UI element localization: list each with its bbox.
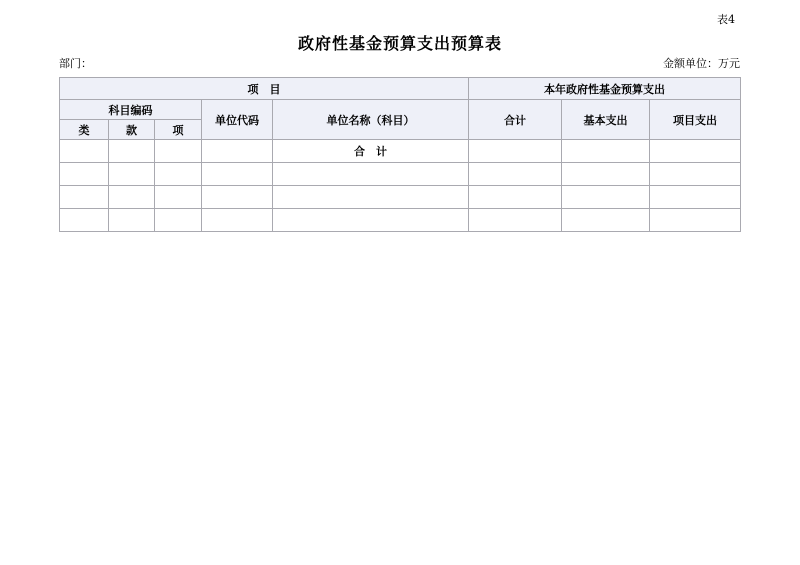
cell-unit-name — [273, 163, 469, 186]
cell-project-expenditure — [650, 186, 741, 209]
cell-total — [469, 186, 562, 209]
department-label: 部门： — [59, 57, 92, 70]
header-section: 款 — [109, 120, 155, 140]
cell-item — [155, 163, 202, 186]
table-row — [60, 209, 741, 232]
header-total: 合计 — [469, 100, 562, 140]
cell-total — [469, 140, 562, 163]
cell-item — [155, 186, 202, 209]
cell-section — [109, 209, 155, 232]
cell-unit-code — [202, 186, 273, 209]
cell-class — [60, 140, 109, 163]
cell-section — [109, 140, 155, 163]
cell-project-expenditure — [650, 140, 741, 163]
page-title: 政府性基金预算支出预算表 — [297, 34, 502, 53]
cell-basic-expenditure — [562, 209, 650, 232]
table-row — [60, 186, 741, 209]
header-subject-code-group: 科目编码 — [60, 100, 202, 120]
cell-project-expenditure — [650, 163, 741, 186]
table-row-total — [60, 140, 741, 163]
cell-unit-name-total: 合 计 — [273, 140, 469, 163]
budget-table — [59, 77, 741, 232]
cell-unit-name — [273, 186, 469, 209]
header-row-columns — [60, 100, 741, 120]
cell-section — [109, 163, 155, 186]
cell-item — [155, 209, 202, 232]
cell-total — [469, 163, 562, 186]
cell-section — [109, 186, 155, 209]
header-class: 类 — [60, 120, 109, 140]
header-item: 项 — [155, 120, 202, 140]
cell-unit-code — [202, 140, 273, 163]
meta-row — [59, 57, 740, 71]
cell-class — [60, 209, 109, 232]
header-unit-name: 单位名称（科目） — [273, 100, 469, 140]
cell-unit-code — [202, 163, 273, 186]
header-basic-expenditure: 基本支出 — [562, 100, 650, 140]
cell-item — [155, 140, 202, 163]
header-fund-expenditure-group: 本年政府性基金预算支出 — [469, 78, 741, 100]
cell-total — [469, 209, 562, 232]
header-unit-code: 单位代码 — [202, 100, 273, 140]
amount-unit-label: 金额单位：万元 — [663, 57, 740, 70]
cell-unit-code — [202, 209, 273, 232]
header-row-groups — [60, 78, 741, 100]
cell-basic-expenditure — [562, 186, 650, 209]
sheet-number-label: 表4 — [717, 13, 735, 26]
header-project-expenditure: 项目支出 — [650, 100, 741, 140]
cell-unit-name — [273, 209, 469, 232]
table-row — [60, 163, 741, 186]
header-item-group: 项 目 — [60, 78, 469, 100]
cell-project-expenditure — [650, 209, 741, 232]
cell-class — [60, 163, 109, 186]
cell-class — [60, 186, 109, 209]
cell-basic-expenditure — [562, 140, 650, 163]
cell-basic-expenditure — [562, 163, 650, 186]
